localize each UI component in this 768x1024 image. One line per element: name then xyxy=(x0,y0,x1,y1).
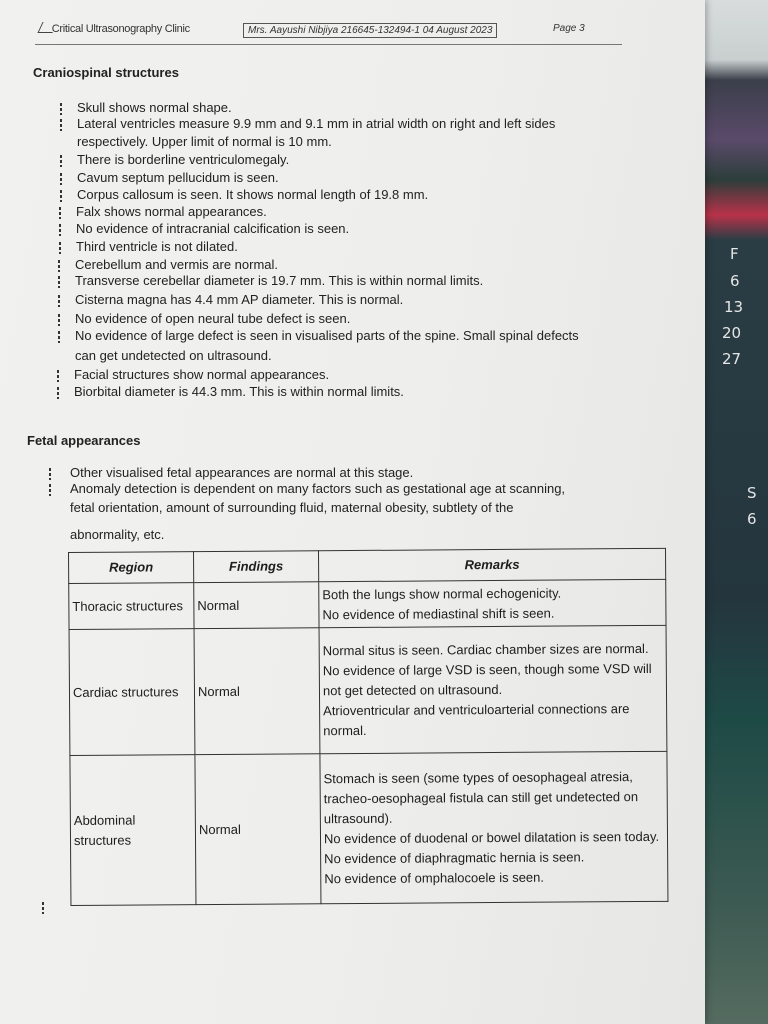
fetal-line: Other visualised fetal appearances are normal at this stage. xyxy=(70,465,414,480)
header-findings: Findings xyxy=(194,551,319,583)
bullet-marker xyxy=(57,370,59,382)
bullet-marker xyxy=(58,331,60,343)
region-cell: Abdominal structures xyxy=(70,755,196,906)
bullet-marker xyxy=(58,295,60,307)
bullet-marker xyxy=(42,902,44,914)
bullet-marker xyxy=(60,190,62,202)
finding-cell: Normal xyxy=(195,754,321,905)
craniospinal-line: Transverse cerebellar diameter is 19.7 mm. This is within normal limits. xyxy=(75,273,484,288)
bullet-marker xyxy=(49,484,51,496)
craniospinal-line: Lateral ventricles measure 9.9 mm and 9.1 mm in atrial width on right and left sides xyxy=(77,116,556,131)
remark-line: No evidence of large VSD is seen, though some VSD will not get detected on ultrasound. xyxy=(322,660,652,698)
remarks-cell xyxy=(319,625,667,753)
remark-line: No evidence of omphalocoele is seen. xyxy=(324,869,545,886)
clinic-logo xyxy=(40,22,190,35)
craniospinal-line: Skull shows normal shape. xyxy=(77,100,232,115)
header-region: Region xyxy=(69,552,194,584)
bullet-marker xyxy=(60,119,62,131)
remarks-cell xyxy=(320,751,668,903)
craniospinal-line: No evidence of open neural tube defect is seen. xyxy=(75,311,351,326)
calendar-number: 13 xyxy=(724,298,744,316)
bullet-marker xyxy=(60,173,62,185)
bullet-marker xyxy=(60,155,62,167)
region-cell: Cardiac structures xyxy=(69,629,195,756)
bullet-marker xyxy=(60,103,62,115)
bullet-marker xyxy=(57,387,59,399)
fetal-heading: Fetal appearances xyxy=(27,433,141,448)
remark-line: Normal situs is seen. Cardiac chamber sizes are normal. xyxy=(322,640,649,658)
patient-reference: Mrs. Aayushi Nibjiya 216645-132494-1 04 August 2023 xyxy=(243,23,497,38)
calendar-letter: F xyxy=(730,245,739,263)
remark-line: No evidence of diaphragmatic hernia is seen. xyxy=(324,848,585,866)
remark-line: Stomach is seen (some types of oesophageal atresia, tracheo-oesophageal fistula can still get undetected on ultrasound). xyxy=(323,768,639,826)
craniospinal-line: Corpus callosum is seen. It shows normal length of 19.8 mm. xyxy=(77,187,429,202)
craniospinal-line: Falx shows normal appearances. xyxy=(76,204,267,219)
fetal-line: abnormality, etc. xyxy=(70,527,165,542)
fetal-line: Anomaly detection is dependent on many factors such as gestational age at scanning, xyxy=(70,481,566,496)
table-header-row xyxy=(69,548,666,583)
craniospinal-heading: Craniospinal structures xyxy=(33,65,179,80)
calendar-number: 27 xyxy=(722,350,742,368)
clinic-name: Critical Ultrasonography Clinic xyxy=(51,23,190,35)
remarks-cell xyxy=(319,579,666,627)
calendar-letter: S xyxy=(747,484,757,502)
table-row xyxy=(69,625,667,755)
craniospinal-line: Cavum septum pellucidum is seen. xyxy=(77,170,279,185)
finding-cell: Normal xyxy=(194,582,319,629)
header-divider xyxy=(35,44,622,45)
calendar-number: 20 xyxy=(722,324,742,342)
findings-table xyxy=(68,548,668,906)
fetal-line: fetal orientation, amount of surrounding fluid, maternal obesity, subtlety of the xyxy=(70,500,514,515)
craniospinal-line: There is borderline ventriculomegaly. xyxy=(77,152,290,167)
craniospinal-line: Cerebellum and vermis are normal. xyxy=(75,257,279,272)
bullet-marker xyxy=(58,276,60,288)
craniospinal-line: Facial structures show normal appearances. xyxy=(74,367,330,382)
table-row xyxy=(69,579,666,629)
craniospinal-line: respectively. Upper limit of normal is 10 mm. xyxy=(77,134,332,149)
bullet-marker xyxy=(59,224,61,236)
bullet-marker xyxy=(58,260,60,272)
region-cell: Thoracic structures xyxy=(69,583,194,630)
craniospinal-line: Biorbital diameter is 44.3 mm. This is within normal limits. xyxy=(74,384,404,399)
bullet-marker xyxy=(49,468,51,480)
remark-line: No evidence of mediastinal shift is seen. xyxy=(322,605,555,622)
page-number: Page 3 xyxy=(553,23,585,34)
craniospinal-line: No evidence of large defect is seen in visualised parts of the spine. Small spinal defects xyxy=(75,328,579,343)
header-remarks: Remarks xyxy=(318,548,665,581)
remark-line: Both the lungs show normal echogenicity. xyxy=(322,585,562,602)
craniospinal-line: Cisterna magna has 4.4 mm AP diameter. This is normal. xyxy=(75,292,404,307)
remark-line: No evidence of duodenal or bowel dilatation is seen today. xyxy=(323,828,660,846)
calendar-number: 6 xyxy=(730,272,740,290)
bullet-marker xyxy=(59,207,61,219)
table-row xyxy=(70,751,668,905)
finding-cell: Normal xyxy=(194,628,320,755)
craniospinal-line: Third ventricle is not dilated. xyxy=(76,239,238,254)
craniospinal-line: No evidence of intracranial calcification is seen. xyxy=(76,221,350,236)
bullet-marker xyxy=(59,242,61,254)
remark-line: Atrioventricular and ventriculoarterial connections are normal. xyxy=(323,700,630,738)
craniospinal-line: can get undetected on ultrasound. xyxy=(75,348,272,363)
bullet-marker xyxy=(58,314,60,326)
calendar-number: 6 xyxy=(747,510,757,528)
